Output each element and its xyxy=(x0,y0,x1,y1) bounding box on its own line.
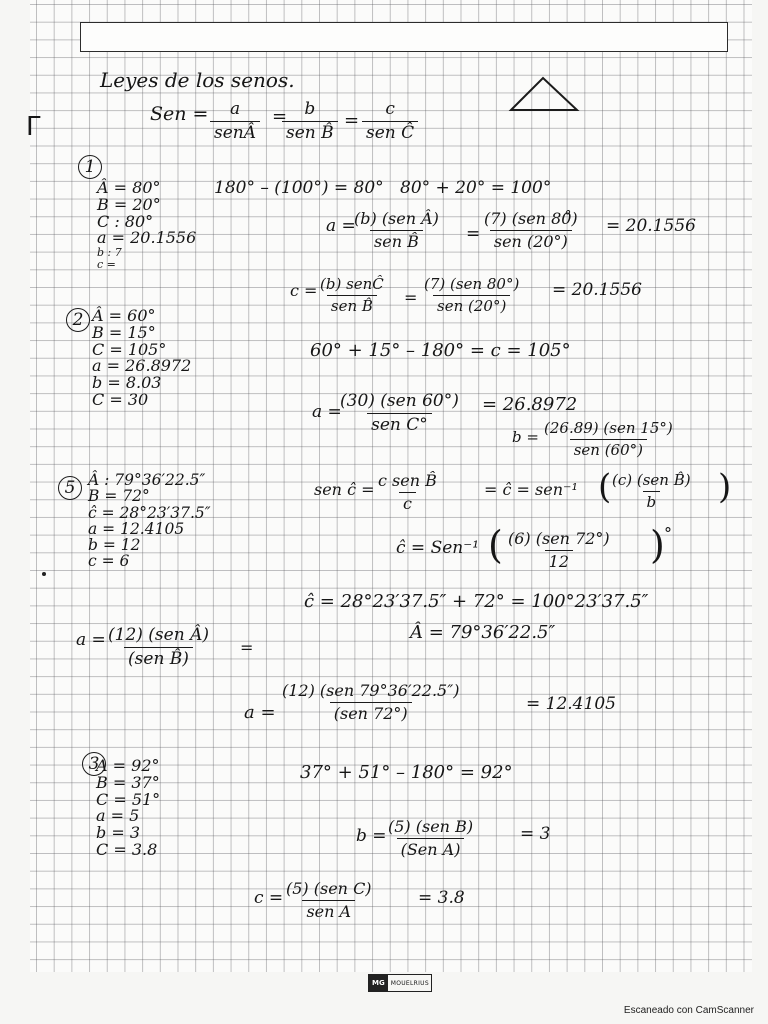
formula-b-den: sen B̂ xyxy=(282,121,338,143)
given: ĉ = 28°23′37.5″ xyxy=(88,503,211,522)
given: b = 8.03 xyxy=(92,373,162,393)
problem-1-number: 1 xyxy=(78,155,102,179)
paren-open: ( xyxy=(488,523,503,567)
formula-a-den: senÂ xyxy=(210,121,260,143)
given: C = 105° xyxy=(92,339,167,359)
problem-5-a-hat: Â = 79°36′22.5″ xyxy=(410,622,556,643)
problem-2-a-frac xyxy=(336,392,463,434)
problem-1-c-frac1 xyxy=(316,276,388,314)
paren-close: ) xyxy=(718,467,732,507)
problem-5-a2-lhs: a = xyxy=(244,702,276,723)
margin-dot xyxy=(42,572,46,576)
problem-2-givens xyxy=(92,308,191,409)
given: B = 37° xyxy=(96,772,160,792)
given: C : 80° xyxy=(97,211,154,231)
frac-den: sen A xyxy=(302,900,355,921)
frac-den: (sen 72°) xyxy=(330,702,412,723)
problem-1-angle-sum: 80° + 20° = 100° xyxy=(400,178,552,198)
formula-c-num: c xyxy=(385,99,395,119)
frac-den: c xyxy=(399,492,416,513)
problem-5-chat-frac xyxy=(504,530,614,570)
frac-num: (b) (sen Â) xyxy=(354,209,439,228)
frac-num: (c) (sen B̂) xyxy=(612,471,691,489)
frac-num: (12) (sen Â) xyxy=(108,625,209,645)
problem-3-givens xyxy=(96,758,160,859)
problem-3-number: 3 xyxy=(82,752,106,776)
frac-den: (Sen A) xyxy=(397,838,465,859)
given: A = 92° xyxy=(96,756,160,775)
formula-frac-a xyxy=(210,100,260,142)
equals: = xyxy=(466,224,481,244)
problem-5-a2-result: = 12.4105 xyxy=(526,694,616,714)
formula-eq-1: = xyxy=(272,106,288,127)
problem-1-a-frac2 xyxy=(480,210,582,250)
frac-num: (30) (sen 60°) xyxy=(340,391,459,411)
given: C = 51° xyxy=(96,789,161,809)
formula-lhs: Sen = xyxy=(150,103,209,125)
problem-1-a-frac1 xyxy=(350,210,443,250)
frac-num: (5) (sen B) xyxy=(388,817,474,836)
given: b = 12 xyxy=(88,536,141,555)
given: a = 26.8972 xyxy=(92,356,192,376)
given: B = 72° xyxy=(88,487,150,506)
given: c = 6 xyxy=(88,552,130,571)
given: Â = 60° xyxy=(92,306,156,325)
frac-den: sen B̂ xyxy=(370,230,423,251)
page-title: Leyes de los senos. xyxy=(100,68,295,92)
problem-1-c-lhs: c = xyxy=(290,281,318,300)
problem-3-c-result: = 3.8 xyxy=(418,888,465,908)
given: a = 5 xyxy=(96,806,140,826)
given: Â : 79°36′22.5″ xyxy=(88,471,206,489)
triangle-sketch xyxy=(505,74,581,114)
frac-den: b xyxy=(643,491,661,511)
problem-2-a-result: = 26.8972 xyxy=(482,394,578,415)
problem-2-b-frac xyxy=(540,420,677,458)
frac-num: (6) (sen 72°) xyxy=(508,529,610,548)
degree-mark: ° xyxy=(664,524,672,543)
formula-b-num: b xyxy=(304,99,316,119)
problem-5-senc-lhs: sen ĉ = xyxy=(314,480,375,499)
problem-5-a-frac xyxy=(104,626,213,668)
frac-num: (12) (sen 79°36′22.5″) xyxy=(282,681,460,700)
frac-num: (7) (sen 80°) xyxy=(424,275,520,293)
problem-3-b-frac xyxy=(384,818,477,858)
given: b : 7 xyxy=(97,246,122,260)
formula-c-den: sen Ĉ xyxy=(362,121,418,143)
frac-num: (b) senĈ xyxy=(320,275,384,293)
given: a = 12.4105 xyxy=(88,519,185,538)
header-box xyxy=(80,22,728,52)
frac-den: (sen B̂) xyxy=(124,647,193,669)
paren-close: ) xyxy=(650,523,665,567)
logo-word: MOUELRIUS xyxy=(390,979,429,987)
frac-den: sen B̂ xyxy=(327,295,377,315)
notebook-logo xyxy=(368,974,432,992)
trailing-equals: = xyxy=(240,638,254,657)
problem-2-b-lhs: b = xyxy=(512,428,539,446)
problem-3-b-lhs: b = xyxy=(356,826,387,846)
problem-3-angle-calc: 37° + 51° – 180° = 92° xyxy=(300,762,513,783)
problem-1-c-result: = 20.1556 xyxy=(552,280,642,300)
given: C = 3.8 xyxy=(96,839,158,859)
frac-num: (5) (sen C) xyxy=(286,879,372,898)
given: c = xyxy=(97,257,116,271)
frac-den: sen (20°) xyxy=(433,295,510,315)
problem-1-a-result: = 20.1556 xyxy=(606,216,696,236)
frac-num: (7) (sen 80̊) xyxy=(484,209,578,228)
logo-badge: MG xyxy=(369,975,388,991)
frac-den: sen (20°) xyxy=(490,230,572,251)
paren-open: ( xyxy=(598,467,612,507)
formula-frac-c xyxy=(362,100,418,142)
problem-5-senc-frac xyxy=(374,472,441,512)
scanner-watermark: Escaneado con CamScanner xyxy=(623,1005,754,1016)
frac-num: c sen B̂ xyxy=(378,471,437,490)
problem-3-c-frac xyxy=(282,880,376,920)
problem-5-a2-frac xyxy=(278,682,463,722)
problem-1-angle-calc: 180° – (100°) = 80° xyxy=(214,178,384,198)
formula-a-num: a xyxy=(229,99,241,119)
problem-5-number: 5 xyxy=(58,476,82,500)
problem-1-c-frac2 xyxy=(420,276,523,314)
problem-2-angle-calc: 60° + 15° – 180° = c = 105° xyxy=(310,340,571,361)
formula-frac-b xyxy=(282,100,338,142)
given: b = 3 xyxy=(96,823,140,843)
given: Â = 80° xyxy=(97,178,161,197)
problem-5-a-lhs: a = xyxy=(76,630,106,650)
frac-num: (26.89) (sen 15°) xyxy=(544,419,673,437)
problem-1-a-lhs: a = xyxy=(326,216,356,236)
problem-3-b-result: = 3 xyxy=(520,824,551,844)
given: B = 20° xyxy=(97,194,161,214)
problem-5-chat-lhs: ĉ = Sen⁻¹ xyxy=(396,538,480,558)
problem-2-number: 2 xyxy=(66,308,90,332)
given: C = 30 xyxy=(92,389,149,409)
frac-den: sen (60°) xyxy=(570,439,647,459)
problem-5-senc-mid: = ĉ = sen⁻¹ xyxy=(484,480,578,499)
given: a = 20.1556 xyxy=(97,228,197,248)
problem-5-angle-sum: ĉ = 28°23′37.5″ + 72° = 100°23′37.5″ xyxy=(304,591,649,612)
equals: = xyxy=(404,288,418,307)
problem-5-givens xyxy=(88,472,211,570)
problem-3-c-lhs: c = xyxy=(254,888,284,908)
margin-mark: ᒥ xyxy=(26,112,41,142)
frac-den: sen C° xyxy=(367,413,432,435)
frac-den: 12 xyxy=(545,550,573,571)
problem-1-givens xyxy=(97,180,196,270)
given: B = 15° xyxy=(92,322,156,342)
problem-5-senc-frac2 xyxy=(608,472,695,510)
formula-eq-2: = xyxy=(344,110,360,131)
problem-2-a-lhs: a = xyxy=(312,402,342,422)
